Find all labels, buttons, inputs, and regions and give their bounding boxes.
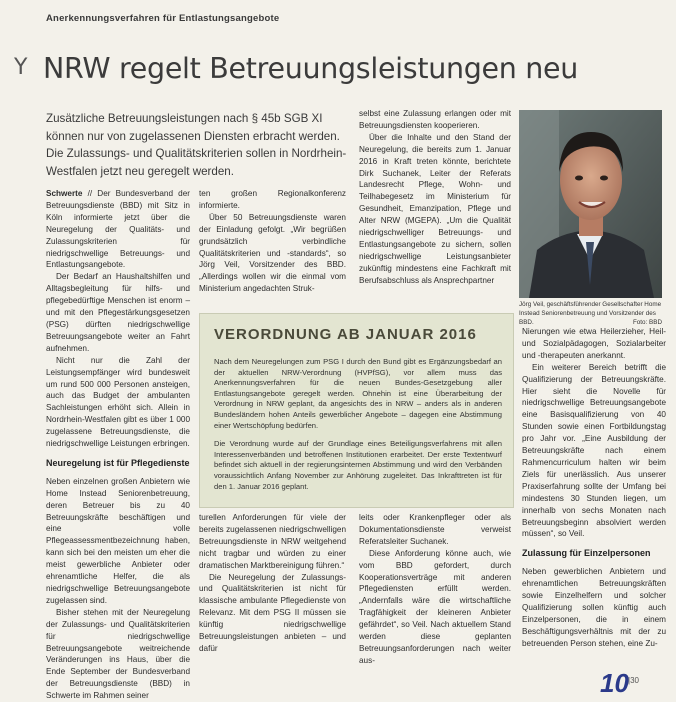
paragraph: Über 50 Betreuungsdienste waren der Einladung gefolgt. „Wir begrüßen grundsätzlich verbindliche Qualitätskriterien und -standards“, so Jörg Veil, Vorsitzender des BBD. „Allerdings wollen wir die einmal vom Ministerium angedachten Struk- [199, 212, 346, 294]
paragraph: Diese Anforderung könne auch, wie vom BBD gefordert, durch Kooperationsverträge mit anderen Pflegediensten erfüllt werden. „Andernfalls wäre die wirtschaftliche Tragfähigkeit der kleineren Anbieter gefährdet“, so Veil. Nach aktuellem Stand werden diese geplanten Betreuungsanforderungen nach weiter aus- [359, 548, 511, 665]
paragraph: selbst eine Zulassung erlangen oder mit Betreuungsdiensten kooperieren. [359, 109, 511, 130]
paragraph: Ein weiterer Bereich betrifft die Qualifizierung der Betreuungskräfte. Hier sieht die Novelle für niedrigschwellige Betreuungsangebote eine Basisqualifizierung von 40 Stunden sowie einen Fortbildungstag pro Jahr vor. „Eine Ausbildung der Betreuungskräfte nach einem Rahmencurriculum halten wir beim Ziels für unerlässlich. Aus unserer Praxiserfahrung sollte der Umfang bei mindestens 30 Stunden liegen, um innerhalb von sechs Monaten nach Betreuungsbeginn absolviert werden müssen“, so Veil. [522, 362, 666, 539]
paragraph: Nierungen wie etwa Heilerzieher, Heil- und Sozialpädagogen, Sozialarbeiter und -therapeuten anerkannt. [522, 327, 666, 360]
portrait-image [519, 110, 662, 298]
paragraph-text: // Der Bundesverband der Betreuungsdienste (BBD) mit Sitz in Köln informierte jetzt über die Neuregelung der Qualitäts- und Zulassungskriterien für niedrigschwellige Betreuungs- und Entlastungsangebote. [46, 189, 190, 270]
headline-marker-icon: Y [14, 55, 28, 80]
subheading: Zulassung für Einzelpersonen [522, 548, 651, 559]
lead-paragraph: Zusätzliche Betreuungsleistungen nach § 45b SGB XI können nur von zugelassenen Diensten erbracht werden. Die Zulassungs- und Qualitätskriterien sollen in Nordrhein-Westfalen jetzt neu geregelt werden. [46, 112, 347, 178]
paragraph: Neben gewerblichen Anbietern und ehrenamtlichen Betreuungskräften sowie Einzelhelfern und solcher Qualifizierung sollen künftig auch Einzelpersonen, die in einem Beschäftigungsverhältnis mit der zu betreuenden Person stehen, eine Zu- [522, 567, 666, 648]
paragraph: Der Bedarf an Haushaltshilfen und Alltagsbegleitung für hilfs- und pflegebedürftige Menschen ist enorm – und mit den Pflegestärkungsgesetzen (PSG) dürften niedrigschwellige Betreuungsangebote weiter an Fahrt aufnehmen. [46, 272, 190, 353]
caption-text: Jörg Veil, geschäftsführender Gesellschafter Home Instead Seniorenbetreuung und Vorsitzender des BBD. [519, 301, 662, 326]
paragraph: Nicht nur die Zahl der Leistungsempfänger wird bundesweit um rund 500 000 Personen ansteigen, auch das Budget der ambulanten Sachleistungen erhöht sich. Allein in Nordrhein-Westfalen gibt es über 1 000 zugelassene Betreuungsdienste, die niedrigschwellige Leistungen erbringen. [46, 355, 190, 449]
article-column-3-bottom [359, 512, 511, 694]
subheading: Neuregelung ist für Pflegedienste [46, 457, 190, 468]
article-column-2-bottom [199, 512, 346, 694]
page-number: 10 [600, 668, 629, 698]
photo-credit: Foto: BBD [632, 319, 662, 326]
portrait-photo [519, 110, 662, 298]
paragraph: Die Neuregelung der Zulassungs- und Qualitätskriterien ist nicht für klassische ambulante Pflegedienste von Relevanz. Mit dem PSG II müssen sie künftig niedrigschwellige Betreuungsleistungen anbieten – und dafür [199, 572, 346, 653]
page-number-suffix: |30 [628, 676, 639, 685]
article-column-3-top [359, 108, 511, 308]
kicker: Anerkennungsverfahren für Entlastungsangebote [46, 13, 280, 24]
info-box [199, 313, 514, 508]
paragraph: leits oder Krankenpfleger oder als Dokumentationsdienste verweist Referatsleiter Suchanek. [359, 513, 511, 546]
paragraph: Über die Inhalte und den Stand der Neuregelung, die bereits zum 1. Januar 2016 in Kraft treten könnte, berichtete Dirk Suchanek, Leiter der Referats Landesrecht Pflege, Wohn- und Teilhabegesetz im Ministerium für Gesundheit, Emanzipation, Pflege und Alter NRW (MGEPA). „Um die Qualität niedrigschwelliger Betreuungs- und Entlastungsangebote zu sichern, sollen niedrigschwellige Leistungsanbieter zukünftig mindestens eine Fachkraft mit Berufsabschluss als Ansprechpartner [359, 132, 511, 285]
dateline: Schwerte [46, 189, 83, 198]
info-box-paragraph: Die Verordnung wurde auf der Grundlage eines Beteiligungsverfahrens mit allen Interessenverbänden und betroffenen Institutionen erarbeitet. Der erste Textentwurf befindet sich aktuell in der regierungsinternen Abstimmung und wird den Verbänden voraussichtlich Anfang November zur Anhörung zugeleitet. Das Inkrafttreten ist für den 1. Januar 2016 geplant. [214, 439, 502, 491]
photo-caption [519, 300, 662, 327]
headline: NRW regelt Betreuungsleistungen neu [43, 52, 579, 85]
info-box-title: VERORDNUNG AB JANUAR 2016 [214, 326, 477, 343]
paragraph [46, 188, 190, 271]
article-column-4 [522, 326, 666, 671]
paragraph: Neben einzelnen großen Anbietern wie Home Instead Seniorenbetreuung, deren Betreuer bis zu 40 Betreuungskräfte beschäftigen und eine volle Pflegeassessmentbezeichnung haben, kann sich bei den meisten um eher die meist gewerbliche Anbieter oder ehrenamtliche Helfer, die als niedrigschwellige Betreuungsangebote zugelassen sind. [46, 476, 190, 605]
article-column-1 [46, 188, 190, 701]
paragraph: ten großen Regionalkonferenz informierte. [199, 189, 346, 210]
article-column-2-top [199, 188, 346, 308]
paragraph: Bisher stehen mit der Neuregelung der Zulassungs- und Qualitätskriterien für niedrigschwellige Betreuungsangebote weitreichende Veränderungen ins Haus, über die Ende September der Bundesverband der Betreuungsdienste (BBD) in Schwerte im Rahmen seiner [46, 607, 190, 701]
info-box-paragraph: Nach dem Neuregelungen zum PSG I durch den Bund gibt es Ergänzungsbedarf an der aktuellen NRW-Verordnung (HVPfSG), vor allem muss das Anerkennungsverfahren für die neuen Bundes-Gesetzgebung aller Entlastungsangebote geregelt werden. Ohnehin ist eine Überarbeitung der Verordnung in NRW geplant, da angesichts des in NRW – anders als in anderen Bundesländern hohen Anteils gewerblicher Angebote – dagegen eine Abstimmung einer Wertschöpfung bedürfen. [214, 357, 502, 430]
info-box-body [214, 357, 502, 500]
paragraph: turellen Anforderungen für viele der bereits zugelassenen niedrigschwelligen Betreuungsdienste in NRW weitgehend nicht tragbar und würden zu einer dramatischen Marktbereinigung führen.“ [199, 513, 346, 570]
